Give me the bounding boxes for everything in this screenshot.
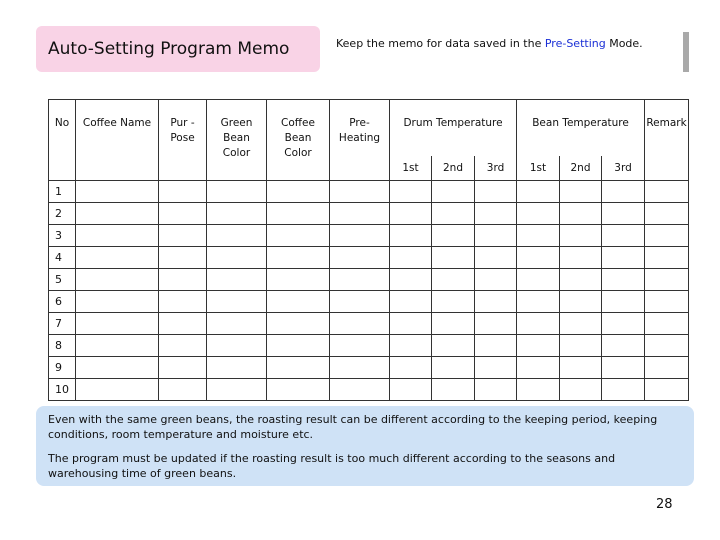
memo-cell[interactable]	[602, 181, 645, 203]
memo-table	[48, 99, 689, 401]
row-number: 8	[49, 335, 76, 357]
memo-cell[interactable]	[330, 313, 390, 335]
memo-cell[interactable]	[207, 335, 267, 357]
memo-cell[interactable]	[159, 247, 207, 269]
page-number: 28	[656, 497, 673, 512]
memo-cell[interactable]	[267, 379, 330, 401]
memo-cell[interactable]	[390, 379, 432, 401]
header-bean-temperature: Bean Temperature	[517, 100, 645, 157]
memo-cell[interactable]	[267, 247, 330, 269]
table-row	[49, 313, 689, 335]
memo-cell[interactable]	[602, 225, 645, 247]
header-note-suffix: Mode.	[605, 37, 643, 50]
memo-cell[interactable]	[432, 335, 475, 357]
memo-cell[interactable]	[159, 269, 207, 291]
memo-cell[interactable]	[645, 247, 689, 269]
memo-cell[interactable]	[475, 335, 517, 357]
memo-cell[interactable]	[645, 379, 689, 401]
memo-cell[interactable]	[330, 181, 390, 203]
memo-cell[interactable]	[560, 335, 602, 357]
memo-cell[interactable]	[267, 203, 330, 225]
header-drum-3rd: 3rd	[475, 156, 517, 181]
memo-cell[interactable]	[76, 181, 159, 203]
header-purpose: Pur - Pose	[159, 100, 207, 181]
memo-cell[interactable]	[390, 335, 432, 357]
memo-cell[interactable]	[602, 313, 645, 335]
header-coffee-name: Coffee Name	[76, 100, 159, 181]
memo-cell[interactable]	[560, 357, 602, 379]
memo-cell[interactable]	[159, 357, 207, 379]
header-bean-1st: 1st	[517, 156, 560, 181]
memo-cell[interactable]	[159, 181, 207, 203]
memo-cell[interactable]	[645, 181, 689, 203]
memo-cell[interactable]	[475, 357, 517, 379]
table-row	[49, 225, 689, 247]
memo-cell[interactable]	[159, 203, 207, 225]
header-drum-2nd: 2nd	[432, 156, 475, 181]
note-box	[36, 406, 694, 486]
memo-cell[interactable]	[602, 357, 645, 379]
header-bean-3rd: 3rd	[602, 156, 645, 181]
memo-cell[interactable]	[517, 313, 560, 335]
memo-cell[interactable]	[330, 247, 390, 269]
note-keeping-period: Even with the same green beans, the roasting result can be different according to the keeping period, keeping conditions, room temperature and moisture etc.	[48, 413, 658, 441]
memo-cell[interactable]	[602, 379, 645, 401]
memo-cell[interactable]	[76, 203, 159, 225]
memo-cell[interactable]	[560, 203, 602, 225]
memo-cell[interactable]	[432, 291, 475, 313]
header-green-bean-color: Green Bean Color	[207, 100, 267, 181]
memo-cell[interactable]	[475, 269, 517, 291]
memo-cell[interactable]	[267, 357, 330, 379]
memo-cell[interactable]	[267, 335, 330, 357]
memo-cell[interactable]	[475, 379, 517, 401]
memo-cell[interactable]	[267, 269, 330, 291]
memo-cell[interactable]	[475, 313, 517, 335]
row-number: 2	[49, 203, 76, 225]
table-row	[49, 247, 689, 269]
memo-cell[interactable]	[475, 291, 517, 313]
header-bean-2nd: 2nd	[560, 156, 602, 181]
memo-cell[interactable]	[560, 225, 602, 247]
memo-cell[interactable]	[267, 313, 330, 335]
header-note	[336, 37, 643, 50]
note-program-update: The program must be updated if the roasting result is too much different according to the seasons and warehousing time of green beans.	[48, 452, 616, 480]
memo-cell[interactable]	[517, 181, 560, 203]
memo-cell[interactable]	[432, 269, 475, 291]
memo-cell[interactable]	[76, 291, 159, 313]
pre-setting-mode-label: Pre-Setting	[544, 37, 606, 50]
memo-cell[interactable]	[207, 313, 267, 335]
memo-cell[interactable]	[330, 335, 390, 357]
memo-cell[interactable]	[390, 181, 432, 203]
header-drum-temperature: Drum Temperature	[390, 100, 517, 157]
table-row	[49, 181, 689, 203]
memo-cell[interactable]	[207, 247, 267, 269]
memo-cell[interactable]	[475, 225, 517, 247]
memo-cell[interactable]	[207, 269, 267, 291]
memo-cell[interactable]	[645, 313, 689, 335]
memo-cell[interactable]	[267, 225, 330, 247]
memo-cell[interactable]	[645, 291, 689, 313]
decorative-bar	[683, 32, 689, 72]
memo-cell[interactable]	[267, 291, 330, 313]
memo-cell[interactable]	[207, 357, 267, 379]
row-number: 1	[49, 181, 76, 203]
table-row	[49, 379, 689, 401]
memo-cell[interactable]	[517, 379, 560, 401]
memo-cell[interactable]	[560, 247, 602, 269]
memo-cell[interactable]	[645, 269, 689, 291]
header-pre-heating: Pre- Heating	[330, 100, 390, 181]
memo-cell[interactable]	[432, 357, 475, 379]
memo-cell[interactable]	[159, 379, 207, 401]
row-number: 3	[49, 225, 76, 247]
page-title	[36, 26, 320, 72]
memo-cell[interactable]	[390, 357, 432, 379]
table-row	[49, 291, 689, 313]
memo-cell[interactable]	[432, 203, 475, 225]
table-row	[49, 269, 689, 291]
header-note-prefix: Keep the memo for data saved in the	[336, 37, 545, 50]
header-remark: Remark	[645, 100, 689, 181]
memo-cell[interactable]	[159, 335, 207, 357]
memo-cell[interactable]	[517, 357, 560, 379]
memo-cell[interactable]	[517, 269, 560, 291]
table-row	[49, 357, 689, 379]
table-row	[49, 335, 689, 357]
memo-cell[interactable]	[560, 379, 602, 401]
memo-cell[interactable]	[390, 313, 432, 335]
memo-cell[interactable]	[207, 225, 267, 247]
memo-cell[interactable]	[602, 269, 645, 291]
memo-cell[interactable]	[207, 379, 267, 401]
memo-cell[interactable]	[76, 269, 159, 291]
memo-cell[interactable]	[159, 291, 207, 313]
memo-cell[interactable]	[475, 203, 517, 225]
memo-cell[interactable]	[390, 291, 432, 313]
memo-cell[interactable]	[267, 181, 330, 203]
memo-cell[interactable]	[390, 203, 432, 225]
memo-cell[interactable]	[475, 247, 517, 269]
memo-cell[interactable]	[602, 203, 645, 225]
header-drum-1st: 1st	[390, 156, 432, 181]
memo-cell[interactable]	[76, 379, 159, 401]
memo-cell[interactable]	[560, 291, 602, 313]
memo-cell[interactable]	[76, 247, 159, 269]
row-number: 5	[49, 269, 76, 291]
memo-cell[interactable]	[432, 225, 475, 247]
row-number: 6	[49, 291, 76, 313]
memo-cell[interactable]	[560, 269, 602, 291]
memo-cell[interactable]	[432, 247, 475, 269]
memo-cell[interactable]	[475, 181, 517, 203]
row-number: 9	[49, 357, 76, 379]
memo-cell[interactable]	[517, 225, 560, 247]
memo-cell[interactable]	[645, 225, 689, 247]
memo-cell[interactable]	[602, 247, 645, 269]
row-number: 7	[49, 313, 76, 335]
memo-cell[interactable]	[517, 247, 560, 269]
memo-cell[interactable]	[517, 291, 560, 313]
row-number: 10	[49, 379, 76, 401]
memo-cell[interactable]	[330, 203, 390, 225]
memo-cell[interactable]	[76, 357, 159, 379]
memo-cell[interactable]	[645, 357, 689, 379]
memo-cell[interactable]	[560, 313, 602, 335]
memo-cell[interactable]	[330, 357, 390, 379]
memo-cell[interactable]	[390, 269, 432, 291]
memo-cell[interactable]	[602, 335, 645, 357]
memo-cell[interactable]	[330, 269, 390, 291]
memo-cell[interactable]	[432, 313, 475, 335]
memo-cell[interactable]	[517, 203, 560, 225]
memo-cell[interactable]	[207, 181, 267, 203]
memo-cell[interactable]	[330, 379, 390, 401]
memo-cell[interactable]	[207, 203, 267, 225]
memo-cell[interactable]	[432, 379, 475, 401]
memo-cell[interactable]	[159, 313, 207, 335]
memo-cell[interactable]	[390, 247, 432, 269]
memo-cell[interactable]	[159, 225, 207, 247]
memo-cell[interactable]	[390, 225, 432, 247]
memo-cell[interactable]	[76, 313, 159, 335]
memo-cell[interactable]	[645, 335, 689, 357]
memo-table-body	[49, 181, 689, 401]
memo-cell[interactable]	[602, 291, 645, 313]
memo-cell[interactable]	[330, 291, 390, 313]
page-title-text: Auto-Setting Program Memo	[48, 39, 290, 59]
memo-cell[interactable]	[645, 203, 689, 225]
memo-cell[interactable]	[76, 335, 159, 357]
memo-cell[interactable]	[207, 291, 267, 313]
memo-cell[interactable]	[560, 181, 602, 203]
table-row	[49, 203, 689, 225]
memo-cell[interactable]	[517, 335, 560, 357]
memo-cell[interactable]	[76, 225, 159, 247]
row-number: 4	[49, 247, 76, 269]
header-no: No	[49, 100, 76, 181]
memo-cell[interactable]	[330, 225, 390, 247]
memo-cell[interactable]	[432, 181, 475, 203]
header-coffee-bean-color: Coffee Bean Color	[267, 100, 330, 181]
